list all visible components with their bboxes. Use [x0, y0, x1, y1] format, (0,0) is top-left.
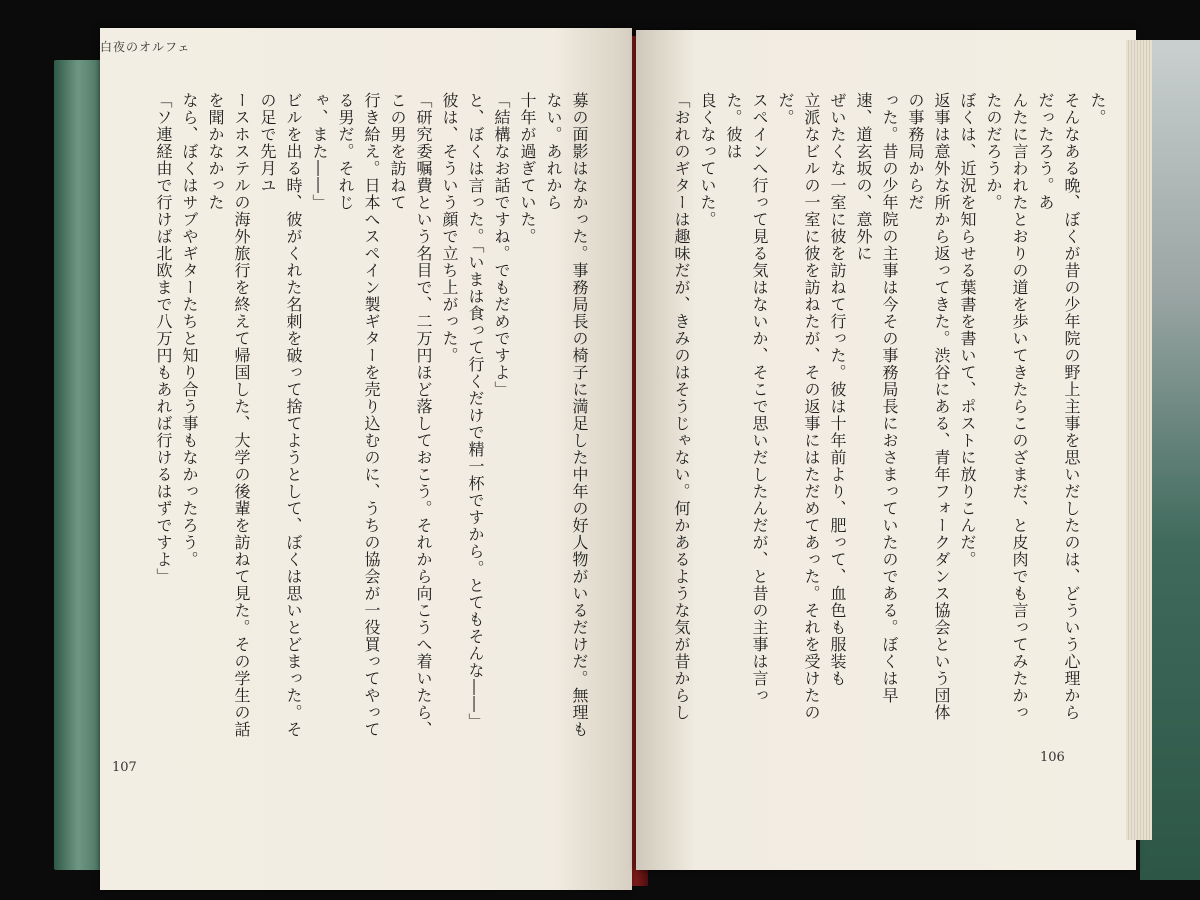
- text-line: なら、ぼくはサブやギターたちと知り合う事もなかったろう。: [180, 92, 199, 568]
- right-page: [636, 30, 1136, 870]
- text-line: 「研究委嘱費という名目で、二万円ほど落しておこう。それから向こうへ着いたら、この男を訪ねて: [388, 92, 433, 738]
- page-number-right: 106: [1040, 750, 1065, 765]
- text-line: そんなある晩、ぼくが昔の少年院の野上主事を思いだしたのは、どういう心理からだったろう。あ: [1036, 92, 1081, 721]
- text-line: った。昔の少年院の主事は今その事務局長におさまっていたのである。ぼくは早速、道玄坂の、意外に: [854, 92, 899, 704]
- text-line: 募の面影はなかった。事務局長の椅子に満足した中年の好人物がいるだけだ。無理もない。あれから: [544, 92, 589, 738]
- text-line: 「ソ連経由で行けば北欧まで八万円もあれば行けるはずですよ」: [154, 92, 173, 585]
- text-line: スペインへ行って見る気はないか、そこで思いだしたんだが、と昔の主事は言った。彼は: [724, 92, 769, 704]
- left-page-body: [152, 92, 592, 742]
- text-line: ぼくは、近況を知らせる葉書を書いて、ポストに放りこんだ。: [958, 92, 977, 568]
- text-line: た。: [1088, 92, 1107, 126]
- running-head: 白夜のオルフェ: [100, 40, 191, 54]
- page-number-left: 107: [112, 760, 137, 775]
- text-line: ビルを出る時、彼がくれた名刺を破って捨てようとして、ぼくは思いとどまった。その足で先月ユ: [258, 92, 303, 738]
- text-line: ゃ、また――」: [310, 92, 329, 211]
- text-line: 立派なビルの一室に彼を訪ねたが、その返事にはただめてあった。それを受けたのだ。: [776, 92, 821, 721]
- left-page: [100, 28, 632, 890]
- right-page-body: [670, 92, 1110, 732]
- text-line: と、ぼくは言った。「いまは食って行くだけで精一杯ですから。とてもそんな――」: [466, 92, 485, 730]
- text-line: 彼は、そういう顔で立ち上がった。: [440, 92, 459, 364]
- text-line: 十年が過ぎていた。: [518, 92, 537, 245]
- text-line: 「結構なお話ですね。でもだめですよ」: [492, 92, 511, 398]
- text-line: 「おれのギターは趣味だが、きみのはそうじゃない。何かあるような気が昔からし: [672, 92, 691, 721]
- text-line: んたに言われたとおりの道を歩いてきたらこのざまだ、と皮肉でも言ってみたかったのだろうか。: [984, 92, 1029, 721]
- page-block-edge: [1126, 40, 1152, 840]
- text-line: 返事は意外な所から返ってきた。渋谷にある、青年フォークダンス協会という団体の事務局からだ: [906, 92, 951, 721]
- text-line: 良くなっていた。: [698, 92, 717, 228]
- text-line: ぜいたくな一室に彼を訪ねて行った。彼は十年前より、肥って、血色も服装も: [828, 92, 847, 687]
- text-line: ースホステルの海外旅行を終えて帰国した、大学の後輩を訪ねて見た。その学生の話を聞かなかった: [206, 92, 251, 738]
- text-line: 行き給え。日本へスペイン製ギターを売り込むのに、うちの協会が一役買ってやってる男だ。それじ: [336, 92, 381, 738]
